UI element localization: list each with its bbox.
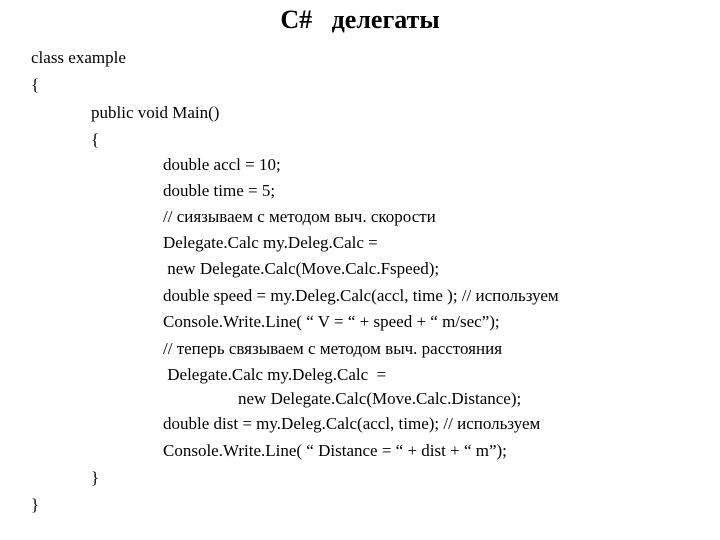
code-line-delegate-declaration-1: Delegate.Calc my.Deleg.Calc = [163,233,378,252]
code-line-time-declaration: double time = 5; [163,181,276,200]
code-line-accl-declaration: double accl = 10; [163,155,281,174]
code-line-speed-call: double speed = my.Deleg.Calc(accl, time ); // используем [163,286,559,305]
code-line-dist-call: double dist = my.Deleg.Calc(accl, time); // используем [163,414,541,433]
code-line-class-open-brace: { [31,75,40,94]
code-line-new-delegate-speed: new Delegate.Calc(Move.Calc.Fspeed); [163,259,440,278]
code-line-method-signature: public void Main() [91,103,220,122]
code-line-delegate-declaration-2: Delegate.Calc my.Deleg.Calc = [163,365,387,384]
code-line-method-close-brace: } [91,468,100,487]
code-line-write-distance: Console.Write.Line( “ Distance = “ + dist + “ m”); [163,441,507,460]
code-line-write-speed: Console.Write.Line( “ V = “ + speed + “ m/sec”); [163,312,500,331]
code-line-class-close-brace: } [31,495,40,514]
code-line-method-open-brace: { [91,130,100,149]
code-line-comment-distance: // теперь связываем с методом выч. расстояния [163,339,503,358]
code-line-class-declaration: class example [31,48,126,67]
slide-title: C# делегаты [280,5,440,34]
code-line-new-delegate-distance: new Delegate.Calc(Move.Calc.Distance); [238,389,522,408]
code-line-comment-speed: // сиязываем с методом выч. скорости [163,207,436,226]
